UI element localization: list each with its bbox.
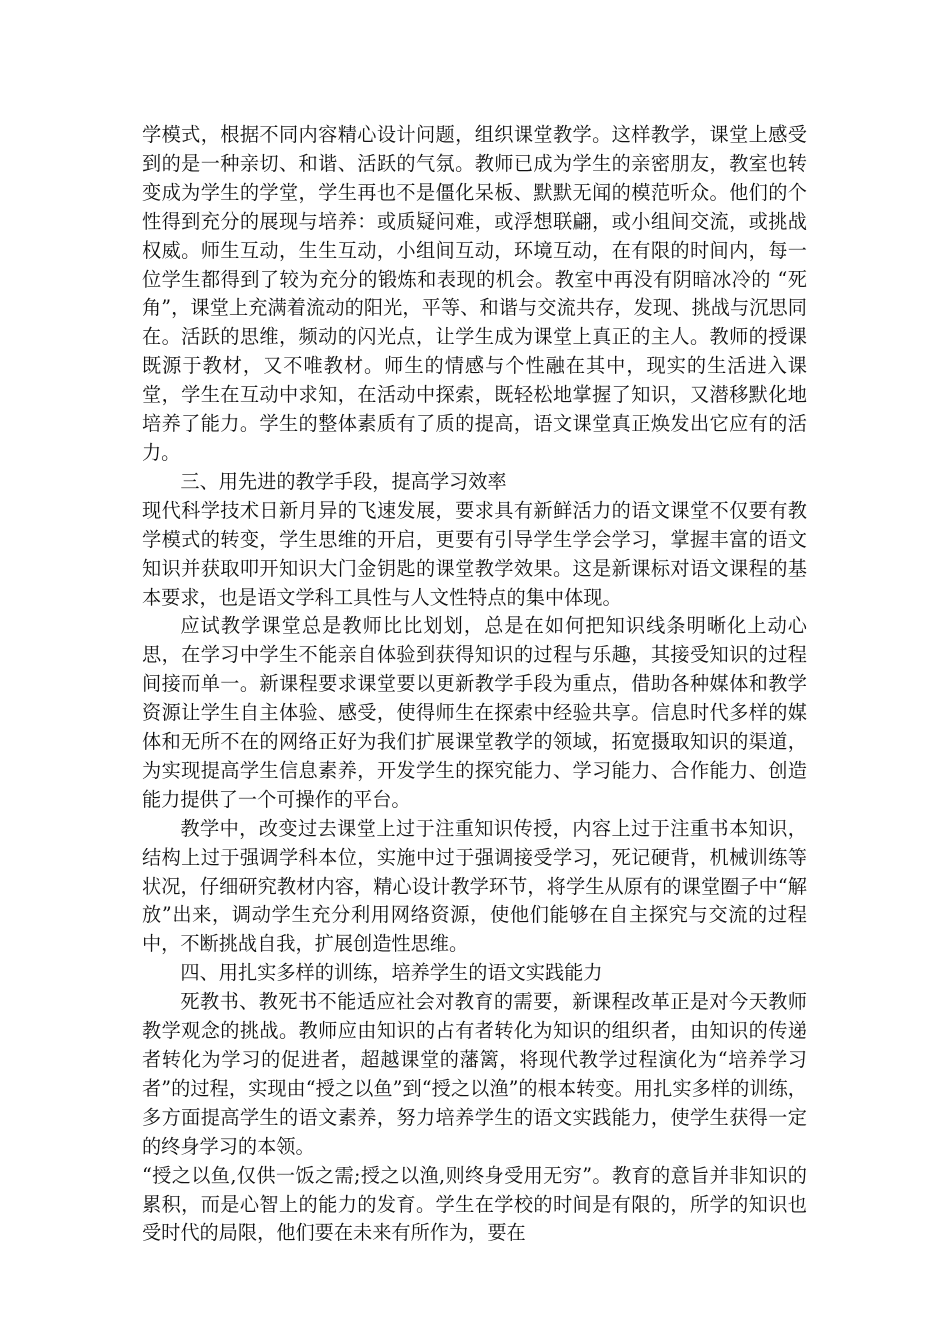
section-heading-three: 三、用先进的教学手段，提高学习效率	[180, 469, 507, 493]
paragraph-practical-training: 死教书、教死书不能适应社会对教育的需要，新课程改革正是对今天教师教学观念的挑战。教师应由知识的占有者转化为知识的组织者，由知识的传递者转化为学习的促进者，超越课堂的藩篱，将现代教学过程演化为“培养学习者”的过程，实现由“授之以鱼”到“授之以渔”的根本转变。用扎实多样的训练，多方面提高学生的语文素养，努力培养学生的语文实践能力，使学生获得一定的终身学习的本领。	[142, 990, 807, 1158]
paragraph-teach-to-fish: “授之以鱼,仅供一饭之需;授之以渔,则终身受用无穷”。教育的意旨并非知识的累积，而是心智上的能力的发育。学生在学校的时间是有限的，所学的知识也受时代的局限，他们要在未来有所作为，要在	[142, 1163, 807, 1245]
document-body	[142, 121, 807, 1248]
paragraph-classroom-interaction: 学模式，根据不同内容精心设计问题，组织课堂教学。这样教学，课堂上感受到的是一种亲切、和谐、活跃的气氛。教师已成为学生的亲密朋友，教室也转变成为学生的学堂，学生再也不是僵化呆板、默默无闻的模范听众。他们的个性得到充分的展现与培养：或质疑问难，或浮想联翩，或小组间交流，或挑战权威。师生互动，生生互动，小组间互动，环境互动，在有限的时间内，每一位学生都得到了较为充分的锻炼和表现的机会。教室中再没有阴暗冰冷的 “死角”，课堂上充满着流动的阳光，平等、和谐与交流共存，发现、挑战与沉思同在。活跃的思维，频动的闪光点，让学生成为课堂上真正的主人。教师的授课既源于教材，又不唯教材。师生的情感与个性融在其中，现实的生活进入课堂，学生在互动中求知，在活动中探索，既轻松地掌握了知识，又潜移默化地培养了能力。学生的整体素质有了质的提高，语文课堂真正焕发出它应有的活力。	[142, 123, 807, 464]
paragraph-modern-technology: 现代科学技术日新月异的飞速发展，要求具有新鲜活力的语文课堂不仅要有教学模式的转变，学生思维的开启，更要有引导学生学会学习，掌握丰富的语文知识并获取叩开知识大门金钥匙的课堂教学效果。这是新课标对语文课程的基本要求，也是语文学科工具性与人文性特点的集中体现。	[142, 498, 807, 609]
section-heading-four: 四、用扎实多样的训练，培养学生的语文实践能力	[180, 961, 603, 985]
paragraph-teaching-reform: 教学中，改变过去课堂上过于注重知识传授，内容上过于注重书本知识，结构上过于强调学科本位，实施中过于强调接受学习，死记硬背，机械训练等状况，仔细研究教材内容，精心设计教学环节，将学生从原有的课堂圈子中“解放”出来，调动学生充分利用网络资源，使他们能够在自主探究与交流的过程中，不断挑战自我，扩展创造性思维。	[142, 816, 807, 956]
paragraph-exam-oriented-teaching: 应试教学课堂总是教师比比划划，总是在如何把知识线条明晰化上动心思，在学习中学生不能亲自体验到获得知识的过程与乐趣，其接受知识的过程间接而单一。新课程要求课堂要以更新教学手段为重点，借助各种媒体和教学资源让学生自主体验、感受，使得师生在探索中经验共享。信息时代多样的媒体和无所不在的网络正好为我们扩展课堂教学的领域，拓宽摄取知识的渠道，为实现提高学生信息素养，开发学生的探究能力、学习能力、合作能力、创造能力提供了一个可操作的平台。	[142, 614, 807, 811]
